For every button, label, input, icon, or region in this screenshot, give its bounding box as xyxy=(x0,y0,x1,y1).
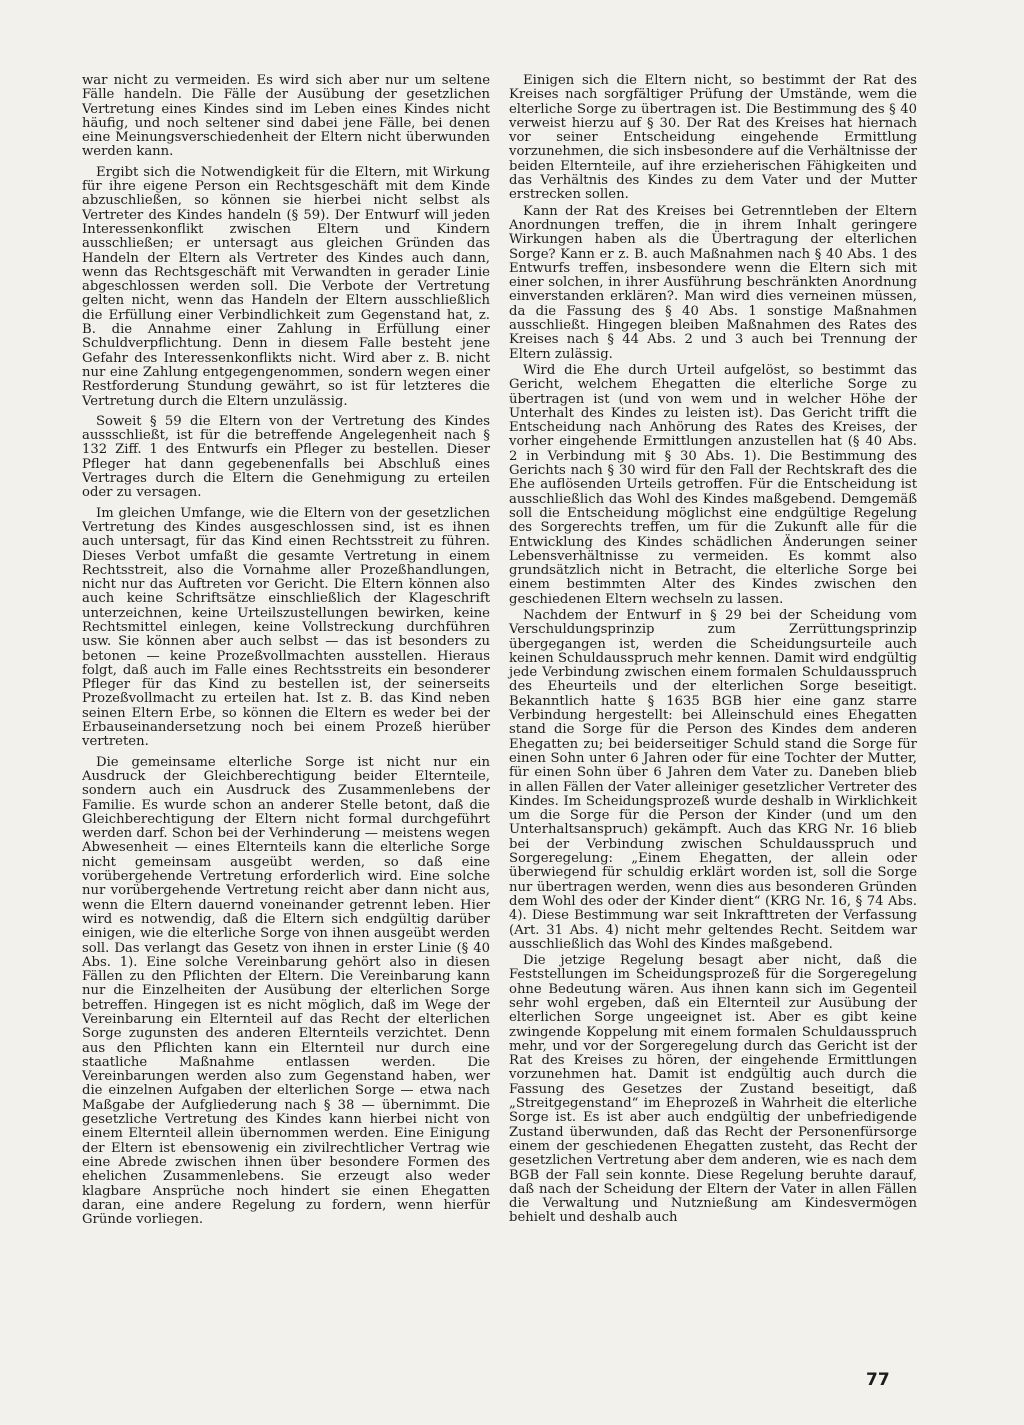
paragraph: Einigen sich die Eltern nicht, so bestimmt der Rat des Kreises nach sorgfältiger Prüfung der Umstände, wem die elterliche Sorge zu übertragen ist. Die Bestimmung des § 40 verweist hierzu auf § 30. Der Rat des Kreises hat hiernach vor seiner Entscheidung eingehende Ermittlung vorzunehmen, die sich insbesondere auf die Verhältnisse der beiden Elternteile, auf ihre erzieherischen Fähigkeiten und das Verhältnis des Kindes zu dem Vater und der Mutter erstrecken sollen. xyxy=(509,73,917,203)
paragraph: war nicht zu vermeiden. Es wird sich aber nur um seltene Fälle handeln. Die Fälle der Ausübung der gesetzlichen Vertretung eines Kindes sind im Leben eines Kindes nicht häufig, und noch seltener sind dabei jene Fälle, bei denen eine Meinungsverschiedenheit der Eltern nicht überwunden werden kann. xyxy=(82,73,490,160)
paragraph: Ergibt sich die Notwendigkeit für die Eltern, mit Wirkung für ihre eigene Person ein Rechtsgeschäft mit dem Kinde abzuschließen, so können sie hierbei nicht selbst als Vertreter des Kindes handeln (§ 59). Der Entwurf will jeden Interessenkonflikt zwischen Eltern und Kindern ausschließen; er untersagt aus gleichen Gründen das Handeln der Eltern als Vertreter des Kindes auch dann, wenn das Rechtsgeschäft mit Verwandten in gerader Linie abgeschlossen werden soll. Die Verbote der Vertretung gelten nicht, wenn das Handeln der Eltern ausschließlich die Erfüllung einer Verbindlichkeit zum Gegenstand hat, z. B. die Annahme einer Zahlung in Erfüllung einer Schuldverpflichtung. Denn in diesem Falle besteht jene Gefahr des Interessenkonflikts nicht. Wird aber z. B. nicht nur eine Zahlung entgegengenommen, sondern wegen einer Restforderung Stundung gewährt, so ist für letzteres die Vertretung durch die Eltern unzulässig. xyxy=(82,164,490,409)
page-number: 77 xyxy=(866,1370,890,1390)
paragraph: Die gemeinsame elterliche Sorge ist nicht nur ein Ausdruck der Gleichberechtigung beider Elternteile, sondern auch ein Ausdruck des Zusammenlebens der Familie. Es wurde schon an anderer Stelle betont, daß die Gleichberechtigung der Eltern nicht formal durchgeführt werden darf. Schon bei der Verhinderung — meistens wegen Abwesenheit — eines Elternteils kann die elterliche Sorge nicht gemeinsam ausgeübt werden, so daß eine vorübergehende Vertretung erforderlich wird. Eine solche nur vorübergehende Vertretung reicht aber dann nicht aus, wenn die Eltern dauernd voneinander getrennt leben. Hier wird es notwendig, daß die Eltern sich endgültig darüber einigen, wie die elterliche Sorge von ihnen ausgeübt werden soll. Das verlangt das Gesetz von ihnen in erster Linie (§ 40 Abs. 1). Eine solche Vereinbarung gehört also in diesen Fällen zu den Pflichten der Eltern. Die Vereinbarung kann nur die Einzelheiten der Ausübung der elterlichen Sorge betreffen. Hingegen ist es nicht möglich, daß im Wege der Vereinbarung ein Elternteil auf das Recht der elterlichen Sorge zugunsten des anderen Elternteils verzichtet. Denn aus den Pflichten kann ein Elternteil nur durch eine staatliche Maßnahme entlassen werden. Die Vereinbarungen werden also zum Gegenstand haben, wer die einzelnen Aufgaben der elterlichen Sorge — etwa nach Maßgabe der Aufgliederung nach § 38 — übernimmt. Die gesetzliche Vertretung des Kindes kann hierbei nicht von einem Elternteil allein übernommen werden. Eine Einigung der Eltern ist ebensowenig ein zivilrechtlicher Vertrag wie eine Abrede zwischen ihnen über besondere Formen des ehelichen Zusammenlebens. Sie erzeugt also weder klagbare Ansprüche noch hindert sie einen Ehegatten daran, eine andere Regelung zu fordern, wenn hierfür Gründe vorliegen. xyxy=(82,754,490,1228)
right-column xyxy=(509,74,917,1228)
paragraph: Nachdem der Entwurf in § 29 bei der Scheidung vom Verschuldungsprinzip zum Zerrüttungsprinzip übergegangen ist, werden die Scheidungsurteile auch keinen Schuldausspruch mehr kennen. Damit wird endgültig jede Verbindung zwischen einem formalen Schuldausspruch des Eheurteils und der elterlichen Sorge beseitigt. Bekanntlich hatte § 1635 BGB hier eine ganz starre Verbindung hergestellt: bei Alleinschuld eines Ehegatten stand die Sorge für die Person des Kindes dem anderen Ehegatten zu; bei beiderseitiger Schuld stand die Sorge für einen Sohn unter 6 Jahren oder für eine Tochter der Mutter, für einen Sohn über 6 Jahren dem Vater zu. Daneben blieb in allen Fällen der Vater alleiniger gesetzlicher Vertreter des Kindes. Im Scheidungsprozeß wurde deshalb in Wirklichkeit um die Sorge für die Person der Kinder (und um den Unterhaltsanspruch) gekämpft. Auch das KRG Nr. 16 blieb bei der Verbindung zwischen Schuldausspruch und Sorgeregelung: „Einem Ehegatten, der allein oder überwiegend für schuldig erklärt worden ist, soll die Sorge nur übertragen werden, wenn dies aus besonderen Gründen dem Wohl des oder der Kinder dient“ (KRG Nr. 16, § 74 Abs. 4). Diese Bestimmung war seit Inkrafttreten der Verfassung (Art. 31 Abs. 4) nicht mehr geltendes Recht. Seitdem war ausschließlich das Wohl des Kindes maßgebend. xyxy=(509,607,917,952)
paragraph: Soweit § 59 die Eltern von der Vertretung des Kindes aussschließt, ist für die betreffende Angelegenheit nach § 132 Ziff. 1 des Entwurfs ein Pfleger zu bestellen. Dieser Pfleger hat dann gegebenenfalls bei Abschluß eines Vertrages durch die Eltern die Genehmigung zu erteilen oder zu versagen. xyxy=(82,413,490,501)
paragraph: Im gleichen Umfange, wie die Eltern von der gesetzlichen Vertretung des Kindes ausgeschlossen sind, ist es ihnen auch untersagt, für das Kind einen Rechtsstreit zu führen. Dieses Verbot umfaßt die gesamte Vertretung in einem Rechtsstreit, also die Vornahme aller Prozeßhandlungen, nicht nur das Auftreten vor Gericht. Die Eltern können also auch keine Schriftsätze einschließlich der Klageschrift unterzeichnen, keine Urteilszustellungen bewirken, keine Rechtsmittel einlegen, keine Vollstreckung durchführen usw. Sie können aber auch selbst — das ist besonders zu betonen — keine Prozeßvollmachten ausstellen. Hieraus folgt, daß auch im Falle eines Rechtsstreits ein besonderer Pfleger für das Kind zu bestellen ist, der seinerseits Prozeßvollmacht zu erteilen hat. Ist z. B. das Kind neben seinen Eltern Erbe, so können die Eltern es weder bei der Erbauseinandersetzung noch bei einem Prozeß hierüber vertreten. xyxy=(82,505,490,750)
left-column xyxy=(82,74,490,1233)
paragraph: Kann der Rat des Kreises bei Getrenntleben der Eltern Anordnungen treffen, die in ihrem Inhalt geringere Wirkungen haben als die Übertragung der elterlichen Sorge? Kann er z. B. auch Maßnahmen nach § 40 Abs. 1 des Entwurfs treffen, insbesondere wenn die Eltern sich mit einer solchen, in ihrer Ausführung beschränkten Anordnung einverstanden erklären?. Man wird dies verneinen müssen, da die Fassung des § 40 Abs. 1 sonstige Maßnahmen ausschließt. Hingegen bleiben Maßnahmen des Rates des Kreises nach § 44 Abs. 2 und 3 auch bei Trennung der Eltern zulässig. xyxy=(509,203,917,362)
paragraph: Wird die Ehe durch Urteil aufgelöst, so bestimmt das Gericht, welchem Ehegatten die elterliche Sorge zu übertragen ist (und von wem und in welcher Höhe der Unterhalt des Kindes zu leisten ist). Das Gericht trifft die Entscheidung nach Anhörung des Rates des Kreises, der vorher eingehende Ermittlungen anzustellen hat (§ 40 Abs. 2 in Verbindung mit § 30 Abs. 1). Die Bestimmung des Gerichts nach § 30 wird für den Fall der Rechtskraft des die Ehe auflösenden Urteils getroffen. Für die Entscheidung ist ausschließlich das Wohl des Kindes maßgebend. Demgemäß soll die Entscheidung möglichst eine endgültige Regelung des Sorgerechts treffen, um für die Zukunft alle für die Entwicklung des Kindes schädlichen Änderungen seiner Lebensverhältnisse zu vermeiden. Es kommt also grundsätzlich nicht in Betracht, die elterliche Sorge bei einem bestimmten Alter des Kindes zwischen den geschiedenen Eltern wechseln zu lassen. xyxy=(509,362,917,607)
paragraph: Die jetzige Regelung besagt aber nicht, daß die Feststellungen im Scheidungsprozeß für die Sorgeregelung ohne Bedeutung wären. Aus ihnen kann sich im Gegenteil sehr wohl ergeben, daß ein Elternteil zur Ausübung der elterlichen Sorge ungeeignet ist. Aber es gibt keine zwingende Koppelung mit einem formalen Schuldausspruch mehr, und vor der Sorgeregelung durch das Gericht ist der Rat des Kreises zu hören, der eingehende Ermittlungen vorzunehmen hat. Damit ist endgültig auch durch die Fassung des Gesetzes der Zustand beseitigt, daß „Streitgegenstand“ im Eheprozeß in Wahrheit die elterliche Sorge ist. Es ist aber auch endgültig der unbefriedigende Zustand überwunden, daß das Recht der Personenfürsorge einem der geschiedenen Ehegatten zusteht, das Recht der gesetzlichen Vertretung aber dem anderen, wie es nach dem BGB der Fall sein konnte. Diese Regelung beruhte darauf, daß nach der Scheidung der Eltern der Vater in allen Fällen die Verwaltung und Nutznießung am Kindesvermögen behielt und deshalb auch xyxy=(509,953,917,1226)
